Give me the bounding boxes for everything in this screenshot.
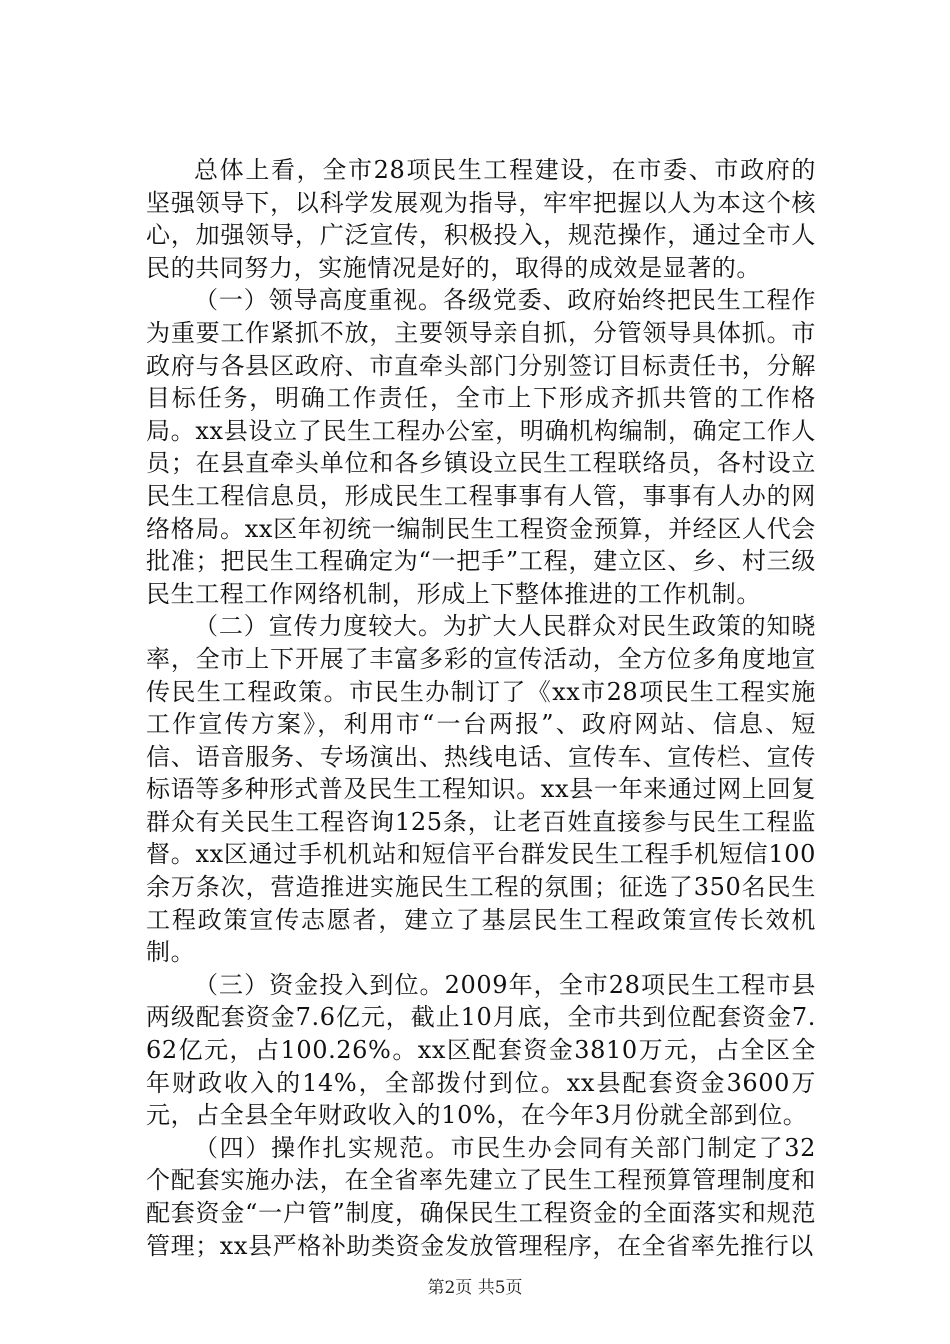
paragraph-leadership: （一）领导高度重视。各级党委、政府始终把民生工程作为重要工作紧抓不放，主要领导亲自抓，分管领导具体抓。市政府与各县区政府、市直牵头部门分别签订目标责任书，分解目标任务，明确工作责任，全市上下形成齐抓共管的工作格局。xx县设立了民生工程办公室，明确机构编制，确定工作人员；在县直牵头单位和各乡镇设立民生工程联络员，各村设立民生工程信息员，形成民生工程事事有人管，事事有人办的网络格局。xx区年初统一编制民生工程资金预算，并经区人代会批准；把民生工程确定为“一把手”工程，建立区、乡、村三级民生工程工作网络机制，形成上下整体推进的工作机制。 — [146, 286, 816, 608]
paragraph-operation: （四）操作扎实规范。市民生办会同有关部门制定了32个配套实施办法，在全省率先建立了民生工程预算管理制度和配套资金“一户管”制度，确保民生工程资金的全面落实和规范管理；xx县严格补助类资金发放管理程序，在全省率先推行以 — [146, 1133, 816, 1260]
paragraph-summary: 总体上看，全市28项民生工程建设，在市委、市政府的坚强领导下，以科学发展观为指导，牢牢把握以人为本这个核心，加强领导，广泛宣传，积极投入，规范操作，通过全市人民的共同努力，实施情况是好的，取得的成效是显著的。 — [146, 156, 816, 282]
paragraph-funding: （三）资金投入到位。2009年，全市28项民生工程市县两级配套资金7.6亿元，截止10月底，全市共到位配套资金7.62亿元，占100.26%。xx区配套资金3810万元，占全区全年财政收入的14%，全部拨付到位。xx县配套资金3600万元，占全县全年财政收入的10%，在今年3月份就全部到位。 — [146, 970, 816, 1130]
paragraph-publicity: （二）宣传力度较大。为扩大人民群众对民生政策的知晓率，全市上下开展了丰富多彩的宣传活动，全方位多角度地宣传民生工程政策。市民生办制订了《xx市28项民生工程实施工作宣传方案》，利用市“一台两报”、政府网站、信息、短信、语音服务、专场演出、热线电话、宣传车、宣传栏、宣传标语等多种形式普及民生工程知识。xx县一年来通过网上回复群众有关民生工程咨询125条，让老百姓直接参与民生工程监督。xx区通过手机机站和短信平台群发民生工程手机短信100余万条次，营造推进实施民生工程的氛围；征选了350名民生工程政策宣传志愿者，建立了基层民生工程政策宣传长效机制。 — [146, 612, 816, 967]
document-body — [146, 154, 816, 1262]
page-number-footer: 第2页 共5页 — [427, 1278, 523, 1298]
